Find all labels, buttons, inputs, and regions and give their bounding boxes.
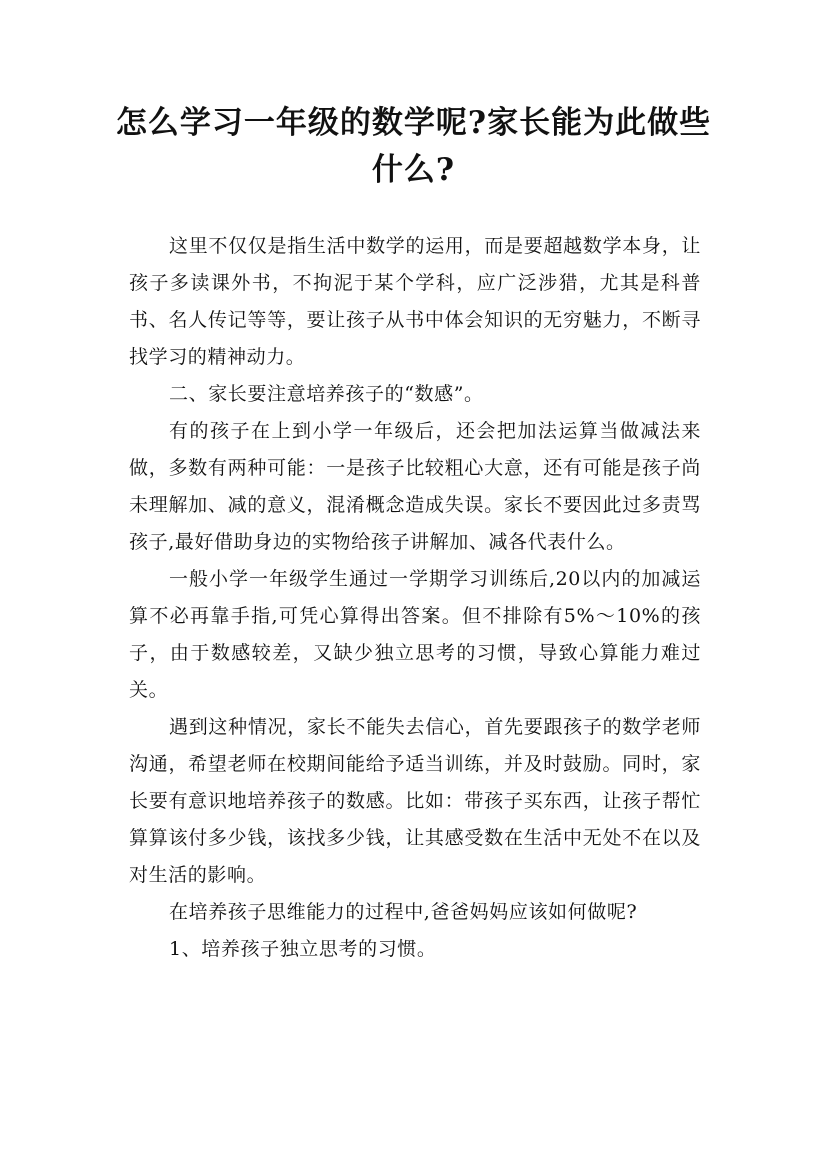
paragraph: 这里不仅仅是指生活中数学的运用，而是要超越数学本身，让孩子多读课外书，不拘泥于某个学科，应广泛涉猎，尤其是科普书、名人传记等等，要让孩子从书中体会知识的无穷魅力，不断寻找学习的精神动力。: [129, 235, 701, 368]
paragraph: 一般小学一年级学生通过一学期学习训练后,20以内的加减运算不必再靠手指,可凭心算得出答案。但不排除有5%～10%的孩子，由于数感较差，又缺少独立思考的习惯，导致心算能力难过关。: [129, 568, 701, 701]
document-body: [129, 228, 701, 968]
paragraph: 遇到这种情况，家长不能失去信心，首先要跟孩子的数学老师沟通，希望老师在校期间能给予适当训练，并及时鼓励。同时，家长要有意识地培养孩子的数感。比如：带孩子买东西，让孩子帮忙算算该付多少钱，该找多少钱，让其感受数在生活中无处不在以及对生活的影响。: [129, 716, 701, 886]
title-line-2: 什么?: [371, 152, 456, 188]
paragraph: 有的孩子在上到小学一年级后，还会把加法运算当做减法来做，多数有两种可能：一是孩子比较粗心大意，还有可能是孩子尚未理解加、减的意义，混淆概念造成失误。家长不要因此过多责骂孩子,最好借助身边的实物给孩子讲解加、减各代表什么。: [129, 420, 701, 553]
document-title: [110, 100, 717, 194]
paragraph: 在培养孩子思维能力的过程中,爸爸妈妈应该如何做呢?: [169, 901, 638, 923]
section-heading: 二、家长要注意培养孩子的“数感”。: [169, 383, 484, 405]
title-line-1: 怎么学习一年级的数学呢?家长能为此做些: [115, 105, 712, 141]
list-item: 1、培养孩子独立思考的习惯。: [169, 938, 437, 960]
